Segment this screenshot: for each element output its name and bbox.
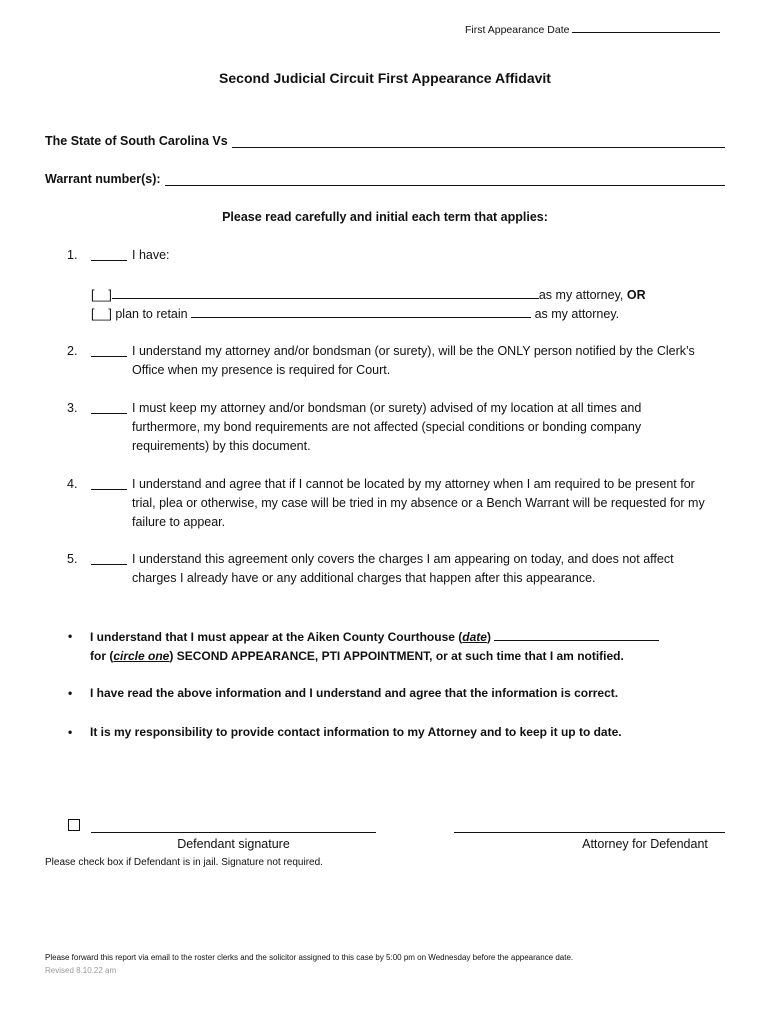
defendant-name-field[interactable] — [232, 134, 725, 148]
term-item-4 — [67, 475, 707, 532]
option-attorney — [91, 285, 646, 305]
term-text: I understand this agreement only covers the charges I am appearing on today, and does not affect charges I already have or any additional charges that happen after this appearance. — [132, 552, 674, 585]
initial-blank-5[interactable] — [91, 550, 127, 565]
state-vs-row — [45, 134, 725, 148]
bullet-courthouse — [68, 627, 728, 665]
initial-blank-2[interactable] — [91, 342, 127, 357]
initial-blank-4[interactable] — [91, 475, 127, 490]
defendant-signature-line[interactable] — [91, 832, 376, 833]
option-checkbox-2[interactable]: [__] — [91, 307, 112, 321]
term-number: 4. — [67, 477, 78, 491]
option-checkbox-1[interactable]: [__] — [91, 288, 112, 302]
attorney-name-field[interactable] — [112, 285, 539, 299]
bullet-text: ) — [486, 630, 491, 644]
date-word: date — [462, 630, 487, 644]
attorney-signature-line[interactable] — [454, 832, 725, 833]
term-text: I must keep my attorney and/or bondsman (or surety) advised of my location at all times and furthermore, my bond requirements are not affected (special conditions or bonding company requirements) by this document. — [132, 401, 642, 453]
term-number: 5. — [67, 552, 78, 566]
option-prefix: plan to retain — [115, 307, 188, 321]
bullet-dot: • — [68, 686, 73, 700]
instructions: Please read carefully and initial each term that applies: — [222, 210, 548, 224]
footer-note: Please forward this report via email to the roster clerks and the solicitor assigned to this case by 5:00 pm on Wednesday before the appearance date. — [45, 953, 574, 962]
option-suffix: as my attorney. — [534, 307, 620, 321]
term-item-2 — [67, 342, 707, 380]
initial-blank-1[interactable] — [91, 246, 127, 261]
option-suffix: as my attorney, — [538, 288, 624, 302]
warrant-label: Warrant number(s): — [45, 172, 161, 186]
first-appearance-date-field[interactable] — [572, 20, 720, 33]
in-jail-checkbox[interactable] — [68, 819, 80, 831]
term-text: I understand my attorney and/or bondsman (or surety), will be the ONLY person notified by the Clerk’s Office when my presence is required for Court. — [132, 344, 695, 377]
bullet-contact-info — [68, 723, 728, 742]
term-text: I have: — [132, 248, 170, 262]
or-label: OR — [626, 288, 646, 302]
bullet-text: It is my responsibility to provide contact information to my Attorney and to keep it up to date. — [90, 725, 622, 739]
bullet-dot: • — [68, 629, 73, 643]
term-text: I understand and agree that if I cannot be located by my attorney when I am required to be present for trial, plea or otherwise, my case will be tried in my absence or a Bench Warrant will be requested for my failure to appear. — [132, 477, 705, 529]
option-retain — [91, 304, 619, 324]
warrant-row — [45, 172, 725, 186]
bullet-read-info — [68, 684, 728, 703]
first-appearance-date — [465, 20, 720, 36]
circle-one-word: circle one — [113, 649, 170, 663]
bullet-text: ) SECOND APPEARANCE, PTI APPOINTMENT, or at such time that I am notified. — [169, 649, 624, 663]
jail-note: Please check box if Defendant is in jail. Signature not required. — [45, 857, 323, 868]
bullet-dot: • — [68, 725, 73, 739]
appearance-date-field[interactable] — [494, 627, 659, 641]
bullet-text: I have read the above information and I understand and agree that the information is correct. — [90, 686, 619, 700]
defendant-signature-label: Defendant signature — [177, 837, 290, 851]
warrant-number-field[interactable] — [165, 172, 725, 186]
initial-blank-3[interactable] — [91, 399, 127, 414]
page-title: Second Judicial Circuit First Appearance Affidavit — [219, 70, 551, 86]
term-number: 2. — [67, 344, 78, 358]
term-item-5 — [67, 550, 707, 588]
revised-date: Revised 8.10.22 am — [45, 966, 117, 975]
term-number: 1. — [67, 248, 78, 262]
term-item-1 — [67, 246, 707, 265]
attorney-signature-label: Attorney for Defendant — [582, 837, 708, 851]
bullet-text: I understand that I must appear at the Aiken County Courthouse ( — [90, 630, 463, 644]
state-vs-label: The State of South Carolina Vs — [45, 134, 228, 148]
bullet-text: for ( — [90, 649, 114, 663]
term-number: 3. — [67, 401, 78, 415]
first-appearance-date-label: First Appearance Date — [465, 24, 570, 36]
term-item-3 — [67, 399, 707, 456]
retain-attorney-field[interactable] — [191, 304, 531, 318]
